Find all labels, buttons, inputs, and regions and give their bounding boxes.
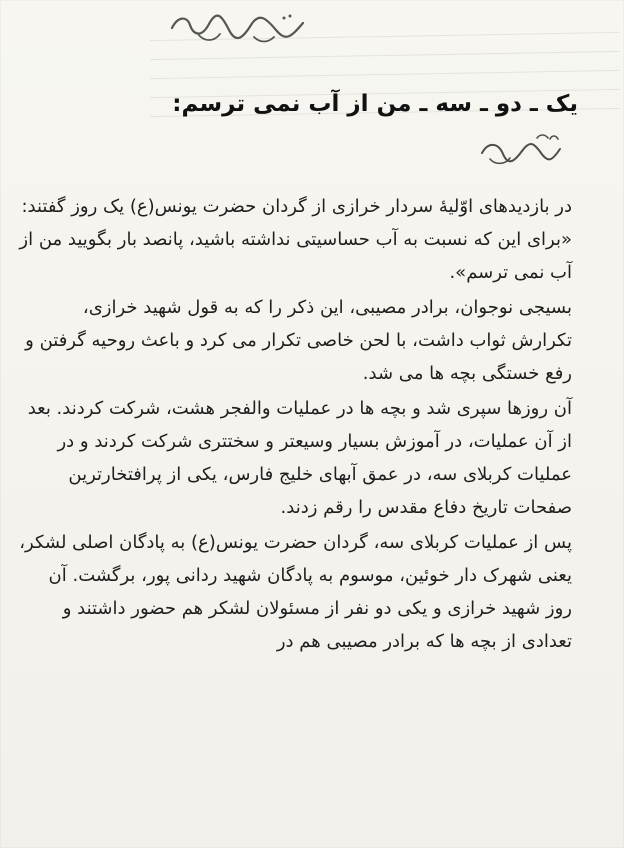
page-title: یک ـ دو ـ سه ـ من از آب نمی ترسم: (172, 91, 578, 117)
document-body (18, 190, 602, 658)
paragraph-3: آن روزها سپری شد و بچه ها در عملیات والفجر هشت، شرکت کردند. بعد از آن عملیات، در آموزش بسیار وسیعتر و سختتری شرکت کردند و در عملیات کربلای سه، در عمق آبهای خلیج فارس، یکی از پرافتخارترین صفحات تاریخ دفاع مقدس را رقم زدند. (27, 398, 572, 518)
handwritten-note (474, 127, 566, 169)
paragraph-2: بسیجی نوجوان، برادر مصیبی، این ذکر را که به قول شهید خرازی، تکرارش ثواب داشت، با لحن خاصی تکرار می کرد و باعث روحیه گرفتن و رفع خستگی بچه ها می شد. (25, 297, 572, 384)
bleed-line (150, 51, 620, 60)
title-block (158, 90, 578, 120)
paragraph-1: در بازدیدهای اوّلیهٔ سردار خرازی از گردان حضرت یونس(ع) یک روز گفتند: «برای این که نسبت به آب حساسیتی نداشته باشید، پانصد بار بگویید من از آب نمی ترسم». (19, 196, 572, 283)
paragraph-4: پس از عملیات کربلای سه، گردان حضرت یونس(ع) به پادگان اصلی لشکر، یعنی شهرک دار خوئین، موسوم به پادگان شهید ردانی پور، برگشت. آن روز شهید خرازی و یکی دو نفر از مسئولان لشکر هم حضور داشتند و تعدادی از بچه ها که برادر مصیبی هم در (19, 532, 572, 652)
bleed-line (150, 70, 620, 79)
handwritten-signature (162, 6, 312, 48)
